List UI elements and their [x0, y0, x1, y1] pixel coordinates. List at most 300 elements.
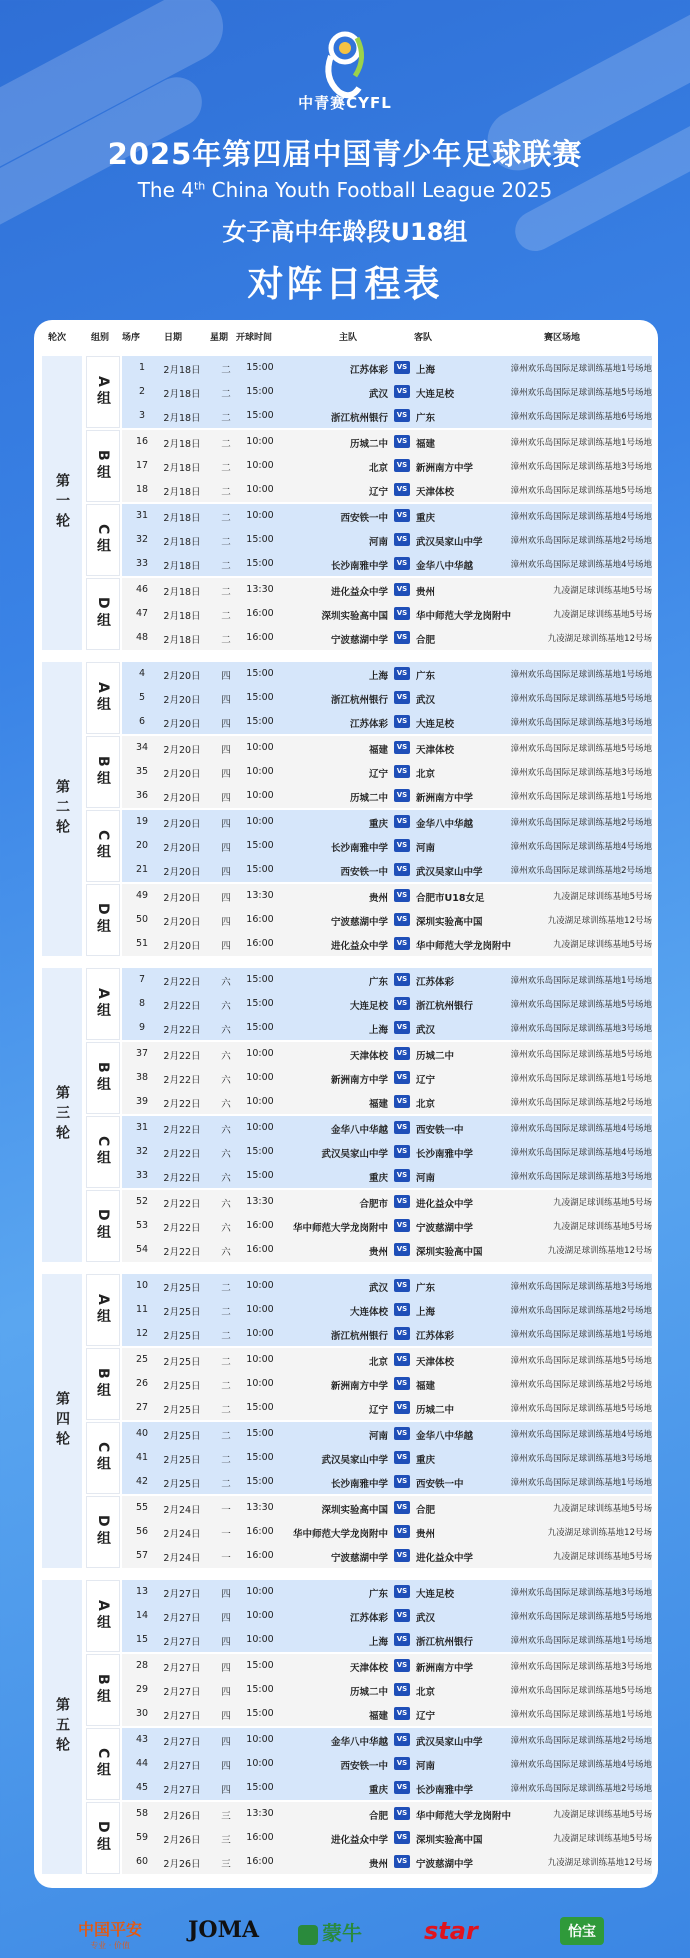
venue: 漳州欢乐岛国际足球训练基地5号场地 — [510, 1612, 652, 1622]
away-team: 辽宁 — [416, 1075, 436, 1086]
away-team: 新洲南方中学 — [416, 793, 474, 804]
table-row — [122, 478, 652, 502]
vs-badge: VS — [394, 1219, 410, 1232]
table-row — [122, 1238, 652, 1262]
table-row — [122, 1580, 652, 1604]
venue: 漳州欢乐岛国际足球训练基地1号场地 — [510, 792, 652, 802]
venue: 漳州欢乐岛国际足球训练基地3号场地 — [510, 1454, 652, 1464]
match-weekday: 六 — [221, 1125, 231, 1136]
match-number: 15 — [135, 1634, 149, 1645]
match-weekday: 二 — [221, 1331, 231, 1342]
home-team: 西安铁一中 — [340, 513, 388, 524]
page-title: 2025年第四届中国青少年足球联赛 — [107, 137, 583, 171]
table-row — [122, 1752, 652, 1776]
match-date: 2月25日 — [163, 1357, 201, 1368]
match-date: 2月26日 — [163, 1859, 201, 1870]
home-team: 重庆 — [368, 1173, 388, 1184]
home-team: 辽宁 — [368, 769, 388, 780]
match-date: 2月18日 — [163, 487, 201, 498]
away-team: 西安铁一中 — [416, 1125, 464, 1136]
match-number: 33 — [135, 558, 149, 569]
venue: 漳州欢乐岛国际足球训练基地2号场地 — [510, 1784, 652, 1794]
away-team: 福建 — [416, 439, 436, 450]
match-number: 33 — [135, 1170, 149, 1181]
match-date: 2月18日 — [163, 413, 201, 424]
match-date: 2月27日 — [163, 1589, 201, 1600]
kickoff-time: 15:00 — [246, 1660, 274, 1671]
venue: 漳州欢乐岛国际足球训练基地2号场地 — [510, 818, 652, 828]
table-row — [122, 784, 652, 808]
away-team: 金华八中华越 — [416, 1431, 474, 1442]
home-team: 贵州 — [368, 1859, 388, 1870]
away-team: 贵州 — [416, 1529, 436, 1540]
vs-badge: VS — [394, 459, 410, 472]
match-date: 2月27日 — [163, 1761, 201, 1772]
brand-name: 中青赛CYFL — [298, 94, 392, 112]
table-row — [122, 1164, 652, 1188]
match-number: 14 — [135, 1610, 149, 1621]
kickoff-time: 10:00 — [246, 1610, 274, 1621]
home-team: 上海 — [368, 671, 388, 682]
vs-badge: VS — [394, 385, 410, 398]
kickoff-time: 15:00 — [246, 1476, 274, 1487]
match-weekday: 二 — [221, 611, 231, 622]
match-number: 57 — [135, 1550, 149, 1561]
match-weekday: 六 — [221, 1199, 231, 1210]
kickoff-time: 15:00 — [246, 1782, 274, 1793]
kickoff-time: 10:00 — [246, 1634, 274, 1645]
vs-badge: VS — [394, 1353, 410, 1366]
table-row — [122, 404, 652, 428]
kickoff-time: 13:30 — [246, 890, 274, 901]
table-row — [122, 908, 652, 932]
venue: 漳州欢乐岛国际足球训练基地6号场地 — [510, 412, 652, 422]
home-team: 武汉吴家山中学 — [321, 1149, 388, 1160]
table-row — [122, 1678, 652, 1702]
match-date: 2月27日 — [163, 1785, 201, 1796]
match-number: 58 — [135, 1808, 149, 1819]
group-label: A组 — [86, 1580, 120, 1652]
table-row — [122, 528, 652, 552]
kickoff-time: 15:00 — [246, 998, 274, 1009]
match-date: 2月20日 — [163, 719, 201, 730]
match-weekday: 二 — [221, 1307, 231, 1318]
away-team: 华中师范大学龙岗附中 — [416, 611, 512, 622]
away-team: 贵州 — [416, 587, 436, 598]
home-team: 历城二中 — [349, 439, 388, 450]
match-date: 2月22日 — [163, 1149, 201, 1160]
match-date: 2月20日 — [163, 745, 201, 756]
table-row — [122, 1802, 652, 1826]
match-date: 2月18日 — [163, 537, 201, 548]
table-row — [122, 686, 652, 710]
venue: 漳州欢乐岛国际足球训练基地4号场地 — [510, 1760, 652, 1770]
match-date: 2月20日 — [163, 893, 201, 904]
match-date: 2月25日 — [163, 1307, 201, 1318]
kickoff-time: 10:00 — [246, 816, 274, 827]
away-team: 浙江杭州银行 — [416, 1637, 474, 1648]
kickoff-time: 16:00 — [246, 1832, 274, 1843]
match-weekday: 六 — [221, 1223, 231, 1234]
match-weekday: 六 — [221, 1099, 231, 1110]
kickoff-time: 10:00 — [246, 1354, 274, 1365]
home-team: 贵州 — [368, 893, 388, 904]
match-number: 47 — [135, 608, 149, 619]
kickoff-time: 10:00 — [246, 1586, 274, 1597]
match-number: 21 — [135, 864, 149, 875]
match-number: 45 — [135, 1782, 149, 1793]
home-team: 新洲南方中学 — [330, 1075, 388, 1086]
match-date: 2月20日 — [163, 769, 201, 780]
schedule-heading: 对阵日程表 — [247, 264, 443, 305]
venue: 漳州欢乐岛国际足球训练基地5号场地 — [510, 1686, 652, 1696]
match-date: 2月18日 — [163, 611, 201, 622]
venue: 九凌湖足球训练基地5号场 — [553, 586, 652, 596]
match-number: 32 — [135, 1146, 149, 1157]
table-row — [122, 1850, 652, 1874]
table-row — [122, 1654, 652, 1678]
match-weekday: 二 — [221, 561, 231, 572]
home-team: 福建 — [368, 1099, 388, 1110]
venue: 九凌湖足球训练基地5号场 — [553, 1222, 652, 1232]
venue: 九凌湖足球训练基地5号场 — [553, 940, 652, 950]
match-number: 31 — [135, 510, 149, 521]
table-row — [122, 1016, 652, 1040]
table-row — [122, 1728, 652, 1752]
vs-badge: VS — [394, 1501, 410, 1514]
kickoff-time: 10:00 — [246, 790, 274, 801]
kickoff-time: 15:00 — [246, 1452, 274, 1463]
table-row — [122, 858, 652, 882]
kickoff-time: 13:30 — [246, 1808, 274, 1819]
away-team: 天津体校 — [416, 487, 455, 498]
home-team: 天津体校 — [349, 1663, 388, 1674]
away-team: 武汉 — [416, 1613, 436, 1624]
kickoff-time: 15:00 — [246, 1022, 274, 1033]
venue: 漳州欢乐岛国际足球训练基地1号场地 — [510, 976, 652, 986]
venue: 漳州欢乐岛国际足球训练基地5号场地 — [510, 486, 652, 496]
kickoff-time: 16:00 — [246, 1244, 274, 1255]
kickoff-time: 15:00 — [246, 410, 274, 421]
vs-badge: VS — [394, 1683, 410, 1696]
home-team: 深圳实验高中国 — [321, 1505, 388, 1516]
match-number: 36 — [135, 790, 149, 801]
vs-badge: VS — [394, 1047, 410, 1060]
away-team: 合肥市U18女足 — [416, 893, 485, 904]
venue: 九凌湖足球训练基地12号场 — [547, 1246, 652, 1256]
col-away: 客队 — [414, 333, 433, 343]
group-label: B组 — [86, 1654, 120, 1726]
kickoff-time: 10:00 — [246, 1048, 274, 1059]
kickoff-time: 15:00 — [246, 1146, 274, 1157]
vs-badge: VS — [394, 1279, 410, 1292]
match-date: 2月18日 — [163, 439, 201, 450]
vs-badge: VS — [394, 533, 410, 546]
match-number: 11 — [135, 1304, 149, 1315]
vs-badge: VS — [394, 997, 410, 1010]
vs-badge: VS — [394, 631, 410, 644]
venue: 九凌湖足球训练基地5号场 — [553, 1198, 652, 1208]
home-team: 长沙南雅中学 — [330, 843, 388, 854]
match-number: 54 — [135, 1244, 149, 1255]
away-team: 合肥 — [416, 635, 436, 646]
match-weekday: 四 — [221, 1613, 231, 1624]
kickoff-time: 10:00 — [246, 460, 274, 471]
match-date: 2月24日 — [163, 1553, 201, 1564]
home-team: 武汉 — [368, 389, 388, 400]
home-team: 宁波慈湖中学 — [330, 635, 388, 646]
home-team: 大连体校 — [349, 1307, 388, 1318]
kickoff-time: 10:00 — [246, 1328, 274, 1339]
away-team: 辽宁 — [416, 1711, 436, 1722]
match-weekday: 四 — [221, 745, 231, 756]
away-team: 重庆 — [416, 1455, 436, 1466]
match-weekday: 六 — [221, 1001, 231, 1012]
match-number: 44 — [135, 1758, 149, 1769]
away-team: 北京 — [416, 1687, 436, 1698]
match-date: 2月27日 — [163, 1613, 201, 1624]
table-header — [34, 320, 658, 350]
match-number: 31 — [135, 1122, 149, 1133]
group-label: A组 — [86, 356, 120, 428]
col-weekday: 星期 — [210, 333, 229, 343]
table-row — [122, 884, 652, 908]
table-row — [122, 932, 652, 956]
home-team: 华中师范大学龙岗附中 — [292, 1529, 388, 1540]
match-weekday: 二 — [221, 413, 231, 424]
match-number: 48 — [135, 632, 149, 643]
vs-badge: VS — [394, 1021, 410, 1034]
venue: 漳州欢乐岛国际足球训练基地1号场地 — [510, 670, 652, 680]
match-date: 2月27日 — [163, 1737, 201, 1748]
table-row — [122, 1628, 652, 1652]
match-number: 53 — [135, 1220, 149, 1231]
away-team: 北京 — [416, 769, 436, 780]
home-team: 长沙南雅中学 — [330, 561, 388, 572]
away-team: 上海 — [416, 365, 436, 376]
venue: 漳州欢乐岛国际足球训练基地1号场地 — [510, 438, 652, 448]
kickoff-time: 10:00 — [246, 436, 274, 447]
away-team: 宁波慈湖中学 — [416, 1223, 474, 1234]
venue: 漳州欢乐岛国际足球训练基地3号场地 — [510, 1282, 652, 1292]
kickoff-time: 15:00 — [246, 1402, 274, 1413]
away-team: 宁波慈湖中学 — [416, 1859, 474, 1870]
match-number: 28 — [135, 1660, 149, 1671]
table-row — [122, 504, 652, 528]
match-date: 2月25日 — [163, 1431, 201, 1442]
table-row — [122, 662, 652, 686]
match-weekday: 四 — [221, 1687, 231, 1698]
kickoff-time: 10:00 — [246, 742, 274, 753]
table-row — [122, 1446, 652, 1470]
table-row — [122, 1604, 652, 1628]
vs-badge: VS — [394, 557, 410, 570]
home-team: 江苏体彩 — [349, 719, 388, 730]
match-weekday: 六 — [221, 1051, 231, 1062]
match-weekday: 四 — [221, 1711, 231, 1722]
vs-badge: VS — [394, 667, 410, 680]
away-team: 西安铁一中 — [416, 1479, 464, 1490]
table-row — [122, 1702, 652, 1726]
sponsor-pingan: 中国平安 专业 · 价值 — [78, 1920, 143, 1950]
match-number: 37 — [135, 1048, 149, 1059]
table-row — [122, 834, 652, 858]
match-date: 2月25日 — [163, 1405, 201, 1416]
kickoff-time: 15:00 — [246, 1684, 274, 1695]
col-date: 日期 — [164, 333, 183, 343]
match-date: 2月22日 — [163, 1199, 201, 1210]
vs-badge: VS — [394, 1401, 410, 1414]
match-date: 2月25日 — [163, 1479, 201, 1490]
home-team: 历城二中 — [349, 793, 388, 804]
vs-badge: VS — [394, 1585, 410, 1598]
away-team: 金华八中华越 — [416, 561, 474, 572]
match-number: 7 — [138, 974, 146, 985]
kickoff-time: 10:00 — [246, 1096, 274, 1107]
venue: 漳州欢乐岛国际足球训练基地5号场地 — [510, 1000, 652, 1010]
vs-badge: VS — [394, 889, 410, 902]
round-label: 第二轮 — [42, 662, 82, 956]
home-team: 浙江杭州银行 — [330, 695, 388, 706]
col-match-no: 场序 — [122, 333, 141, 343]
sponsor-mengniu: 蒙牛 — [298, 1917, 362, 1946]
home-team: 西安铁一中 — [340, 1761, 388, 1772]
match-date: 2月22日 — [163, 977, 201, 988]
kickoff-time: 16:00 — [246, 1550, 274, 1561]
match-date: 2月22日 — [163, 1025, 201, 1036]
table-row — [122, 810, 652, 834]
match-weekday: 二 — [221, 635, 231, 646]
away-team: 武汉 — [416, 1025, 436, 1036]
vs-badge: VS — [394, 1427, 410, 1440]
match-weekday: 二 — [221, 1357, 231, 1368]
group-label: B组 — [86, 1348, 120, 1420]
vs-badge: VS — [394, 937, 410, 950]
kickoff-time: 16:00 — [246, 1856, 274, 1867]
kickoff-time: 15:00 — [246, 1170, 274, 1181]
vs-badge: VS — [394, 1377, 410, 1390]
kickoff-time: 15:00 — [246, 362, 274, 373]
away-team: 历城二中 — [416, 1405, 455, 1416]
group-label: D组 — [86, 884, 120, 956]
match-number: 5 — [138, 692, 146, 703]
venue: 漳州欢乐岛国际足球训练基地4号场地 — [510, 1148, 652, 1158]
away-team: 浙江杭州银行 — [416, 1001, 474, 1012]
venue: 漳州欢乐岛国际足球训练基地2号场地 — [510, 866, 652, 876]
away-team: 金华八中华越 — [416, 819, 474, 830]
home-team: 长沙南雅中学 — [330, 1479, 388, 1490]
vs-badge: VS — [394, 1659, 410, 1672]
match-weekday: 四 — [221, 1637, 231, 1648]
away-team: 北京 — [416, 1099, 436, 1110]
home-team: 广东 — [368, 1589, 388, 1600]
venue: 漳州欢乐岛国际足球训练基地1号场地 — [510, 1710, 652, 1720]
table-row — [122, 1372, 652, 1396]
table-row — [122, 1422, 652, 1446]
match-date: 2月22日 — [163, 1001, 201, 1012]
vs-badge: VS — [394, 973, 410, 986]
match-weekday: 二 — [221, 365, 231, 376]
away-team: 深圳实验高中国 — [416, 917, 483, 928]
away-team: 广东 — [416, 671, 436, 682]
match-number: 19 — [135, 816, 149, 827]
home-team: 重庆 — [368, 819, 388, 830]
venue: 漳州欢乐岛国际足球训练基地3号场地 — [510, 1024, 652, 1034]
venue: 漳州欢乐岛国际足球训练基地4号场地 — [510, 512, 652, 522]
away-team: 合肥 — [416, 1505, 436, 1516]
match-number: 51 — [135, 938, 149, 949]
match-weekday: 一 — [221, 1529, 231, 1540]
home-team: 福建 — [368, 1711, 388, 1722]
away-team: 新洲南方中学 — [416, 463, 474, 474]
match-date: 2月22日 — [163, 1099, 201, 1110]
match-weekday: 六 — [221, 1025, 231, 1036]
match-date: 2月18日 — [163, 365, 201, 376]
away-team: 进化益众中学 — [416, 1199, 474, 1210]
match-number: 20 — [135, 840, 149, 851]
match-date: 2月22日 — [163, 1247, 201, 1258]
away-team: 华中师范大学龙岗附中 — [416, 1811, 512, 1822]
match-weekday: 四 — [221, 769, 231, 780]
vs-badge: VS — [394, 1707, 410, 1720]
match-number: 29 — [135, 1684, 149, 1695]
match-date: 2月25日 — [163, 1331, 201, 1342]
vs-badge: VS — [394, 583, 410, 596]
match-date: 2月27日 — [163, 1663, 201, 1674]
home-team: 贵州 — [368, 1247, 388, 1258]
vs-badge: VS — [394, 839, 410, 852]
match-weekday: 四 — [221, 917, 231, 928]
table-row — [122, 1826, 652, 1850]
match-weekday: 四 — [221, 1737, 231, 1748]
kickoff-time: 10:00 — [246, 1378, 274, 1389]
venue: 漳州欢乐岛国际足球训练基地5号场地 — [510, 1356, 652, 1366]
mengniu-logo-icon — [298, 1925, 318, 1945]
vs-badge: VS — [394, 509, 410, 522]
kickoff-time: 10:00 — [246, 766, 274, 777]
kickoff-time: 10:00 — [246, 484, 274, 495]
kickoff-time: 15:00 — [246, 668, 274, 679]
match-weekday: 六 — [221, 1075, 231, 1086]
match-number: 17 — [135, 460, 149, 471]
col-home: 主队 — [339, 333, 358, 343]
table-row — [122, 1348, 652, 1372]
match-date: 2月24日 — [163, 1529, 201, 1540]
match-date: 2月22日 — [163, 1223, 201, 1234]
schedule-table — [34, 320, 658, 1888]
kickoff-time: 10:00 — [246, 510, 274, 521]
match-date: 2月24日 — [163, 1505, 201, 1516]
match-weekday: 六 — [221, 977, 231, 988]
venue: 九凌湖足球训练基地12号场 — [547, 634, 652, 644]
venue: 漳州欢乐岛国际足球训练基地5号场地 — [510, 1050, 652, 1060]
away-team: 上海 — [416, 1307, 436, 1318]
group-label: C组 — [86, 810, 120, 882]
home-team: 北京 — [368, 463, 388, 474]
match-date: 2月25日 — [163, 1381, 201, 1392]
home-team: 西安铁一中 — [340, 867, 388, 878]
kickoff-time: 16:00 — [246, 1220, 274, 1231]
match-weekday: 一 — [221, 1505, 231, 1516]
match-weekday: 二 — [221, 439, 231, 450]
match-weekday: 六 — [221, 1149, 231, 1160]
home-team: 上海 — [368, 1637, 388, 1648]
match-number: 30 — [135, 1708, 149, 1719]
venue: 漳州欢乐岛国际足球训练基地4号场地 — [510, 560, 652, 570]
away-team: 福建 — [416, 1381, 436, 1392]
away-team: 重庆 — [416, 513, 436, 524]
match-weekday: 四 — [221, 1589, 231, 1600]
